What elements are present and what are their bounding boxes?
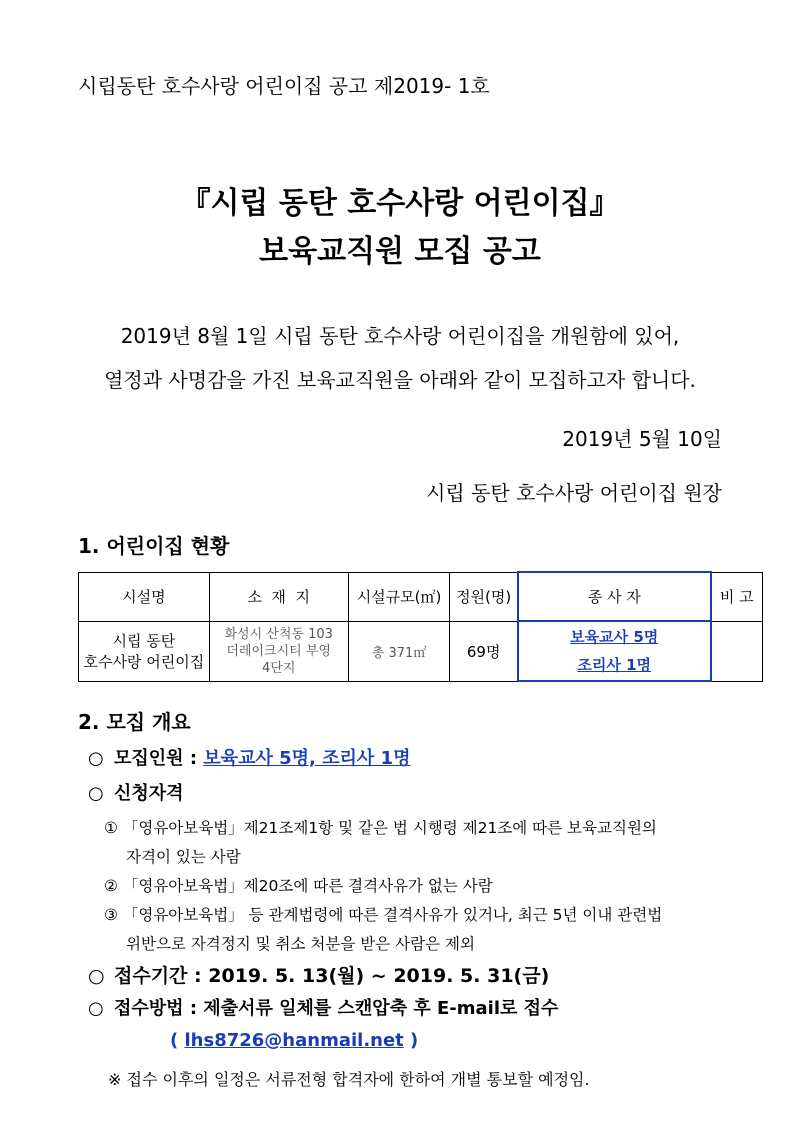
cell-facility-name	[79, 621, 210, 681]
header-staff: 종 사 자	[518, 572, 711, 621]
item-text: 「영유아보육법」제21조제1항 및 같은 법 시행령 제21조에 따른 보육교직원의	[122, 819, 657, 837]
facility-name-line2: 호수사랑 어린이집	[83, 653, 205, 671]
bullet-circle-icon: ○	[88, 783, 104, 804]
recruit-count-row	[88, 744, 410, 770]
qualification-item-3	[104, 903, 662, 925]
cell-area: 총 371㎡	[348, 621, 450, 681]
header-capacity: 정원(명)	[450, 572, 518, 621]
qualification-item-2	[104, 874, 493, 896]
facility-table	[78, 571, 763, 682]
email-link[interactable]: lhs8726@hanmail.net	[184, 1030, 404, 1051]
cell-address	[209, 621, 348, 681]
address-line2: 더레이크시티 부영	[226, 643, 331, 659]
notice-number: 시립동탄 호수사랑 어린이집 공고 제2019- 1호	[78, 74, 490, 98]
address-line1: 화성시 산척동 103	[224, 626, 333, 642]
qualification-label: 신청자격	[114, 783, 184, 804]
method-row	[88, 994, 558, 1020]
header-facility-name: 시설명	[79, 572, 210, 621]
page-title: 『시립 동탄 호수사랑 어린이집』	[180, 186, 620, 221]
bullet-circle-icon: ○	[88, 965, 105, 987]
qualification-item-1	[104, 816, 657, 838]
email-open-paren: (	[170, 1030, 185, 1051]
email-close-paren: )	[403, 1030, 419, 1051]
method-text: 접수방법 : 제출서류 일체를 스캔압축 후 E-mail로 접수	[114, 998, 559, 1019]
intro-line-2: 열정과 사명감을 가진 보육교직원을 아래와 같이 모집하고자 합니다.	[104, 368, 696, 392]
section-1-heading: 1. 어린이집 현황	[78, 534, 230, 558]
recruit-label: 모집인원 :	[114, 748, 204, 769]
cell-staff	[518, 621, 711, 681]
header-location: 소 재 지	[209, 572, 348, 621]
address-line3: 4단지	[261, 660, 296, 676]
qualification-row	[88, 779, 184, 805]
header-area: 시설규모(㎡)	[348, 572, 450, 621]
bullet-circle-icon: ○	[88, 998, 104, 1019]
item-text: 「영유아보육법」제20조에 따른 결격사유가 없는 사람	[122, 877, 493, 895]
table-row	[79, 621, 763, 681]
table-header-row	[79, 572, 763, 621]
item-text: 「영유아보육법」 등 관계법령에 따른 결격사유가 있거나, 최근 5년 이내 관련법	[122, 906, 663, 924]
page-subtitle: 보육교직원 모집 공고	[259, 234, 541, 269]
item-number: ①	[104, 819, 118, 837]
facility-name-line1: 시립 동탄	[112, 632, 176, 650]
bullet-circle-icon: ○	[88, 748, 104, 769]
period-value: 2019. 5. 13(월) ~ 2019. 5. 31(금)	[208, 965, 550, 987]
recruit-value: 보육교사 5명, 조리사 1명	[203, 748, 411, 769]
staff-teachers: 보육교사 5명	[570, 628, 659, 646]
footnote: ※ 접수 이후의 일정은 서류전형 합격자에 한하여 개별 통보할 예정임.	[108, 1070, 590, 1089]
section-2-heading: 2. 모집 개요	[78, 710, 191, 734]
staff-cook: 조리사 1명	[577, 656, 652, 674]
period-row	[88, 961, 549, 988]
cell-capacity: 69명	[450, 621, 518, 681]
qualification-item-1-cont: 자격이 있는 사람	[126, 848, 241, 866]
item-number: ③	[104, 906, 118, 924]
director-signature: 시립 동탄 호수사랑 어린이집 원장	[426, 481, 722, 505]
intro-line-1: 2019년 8월 1일 시립 동탄 호수사랑 어린이집을 개원함에 있어,	[120, 324, 680, 348]
notice-date: 2019년 5월 10일	[562, 427, 722, 451]
email-row	[170, 1030, 418, 1051]
qualification-item-3-cont: 위반으로 자격정지 및 취소 처분을 받은 사람은 제외	[126, 935, 475, 953]
period-label: 접수기간 :	[114, 965, 209, 987]
item-number: ②	[104, 877, 118, 895]
cell-note	[711, 621, 763, 681]
header-note: 비 고	[711, 572, 763, 621]
